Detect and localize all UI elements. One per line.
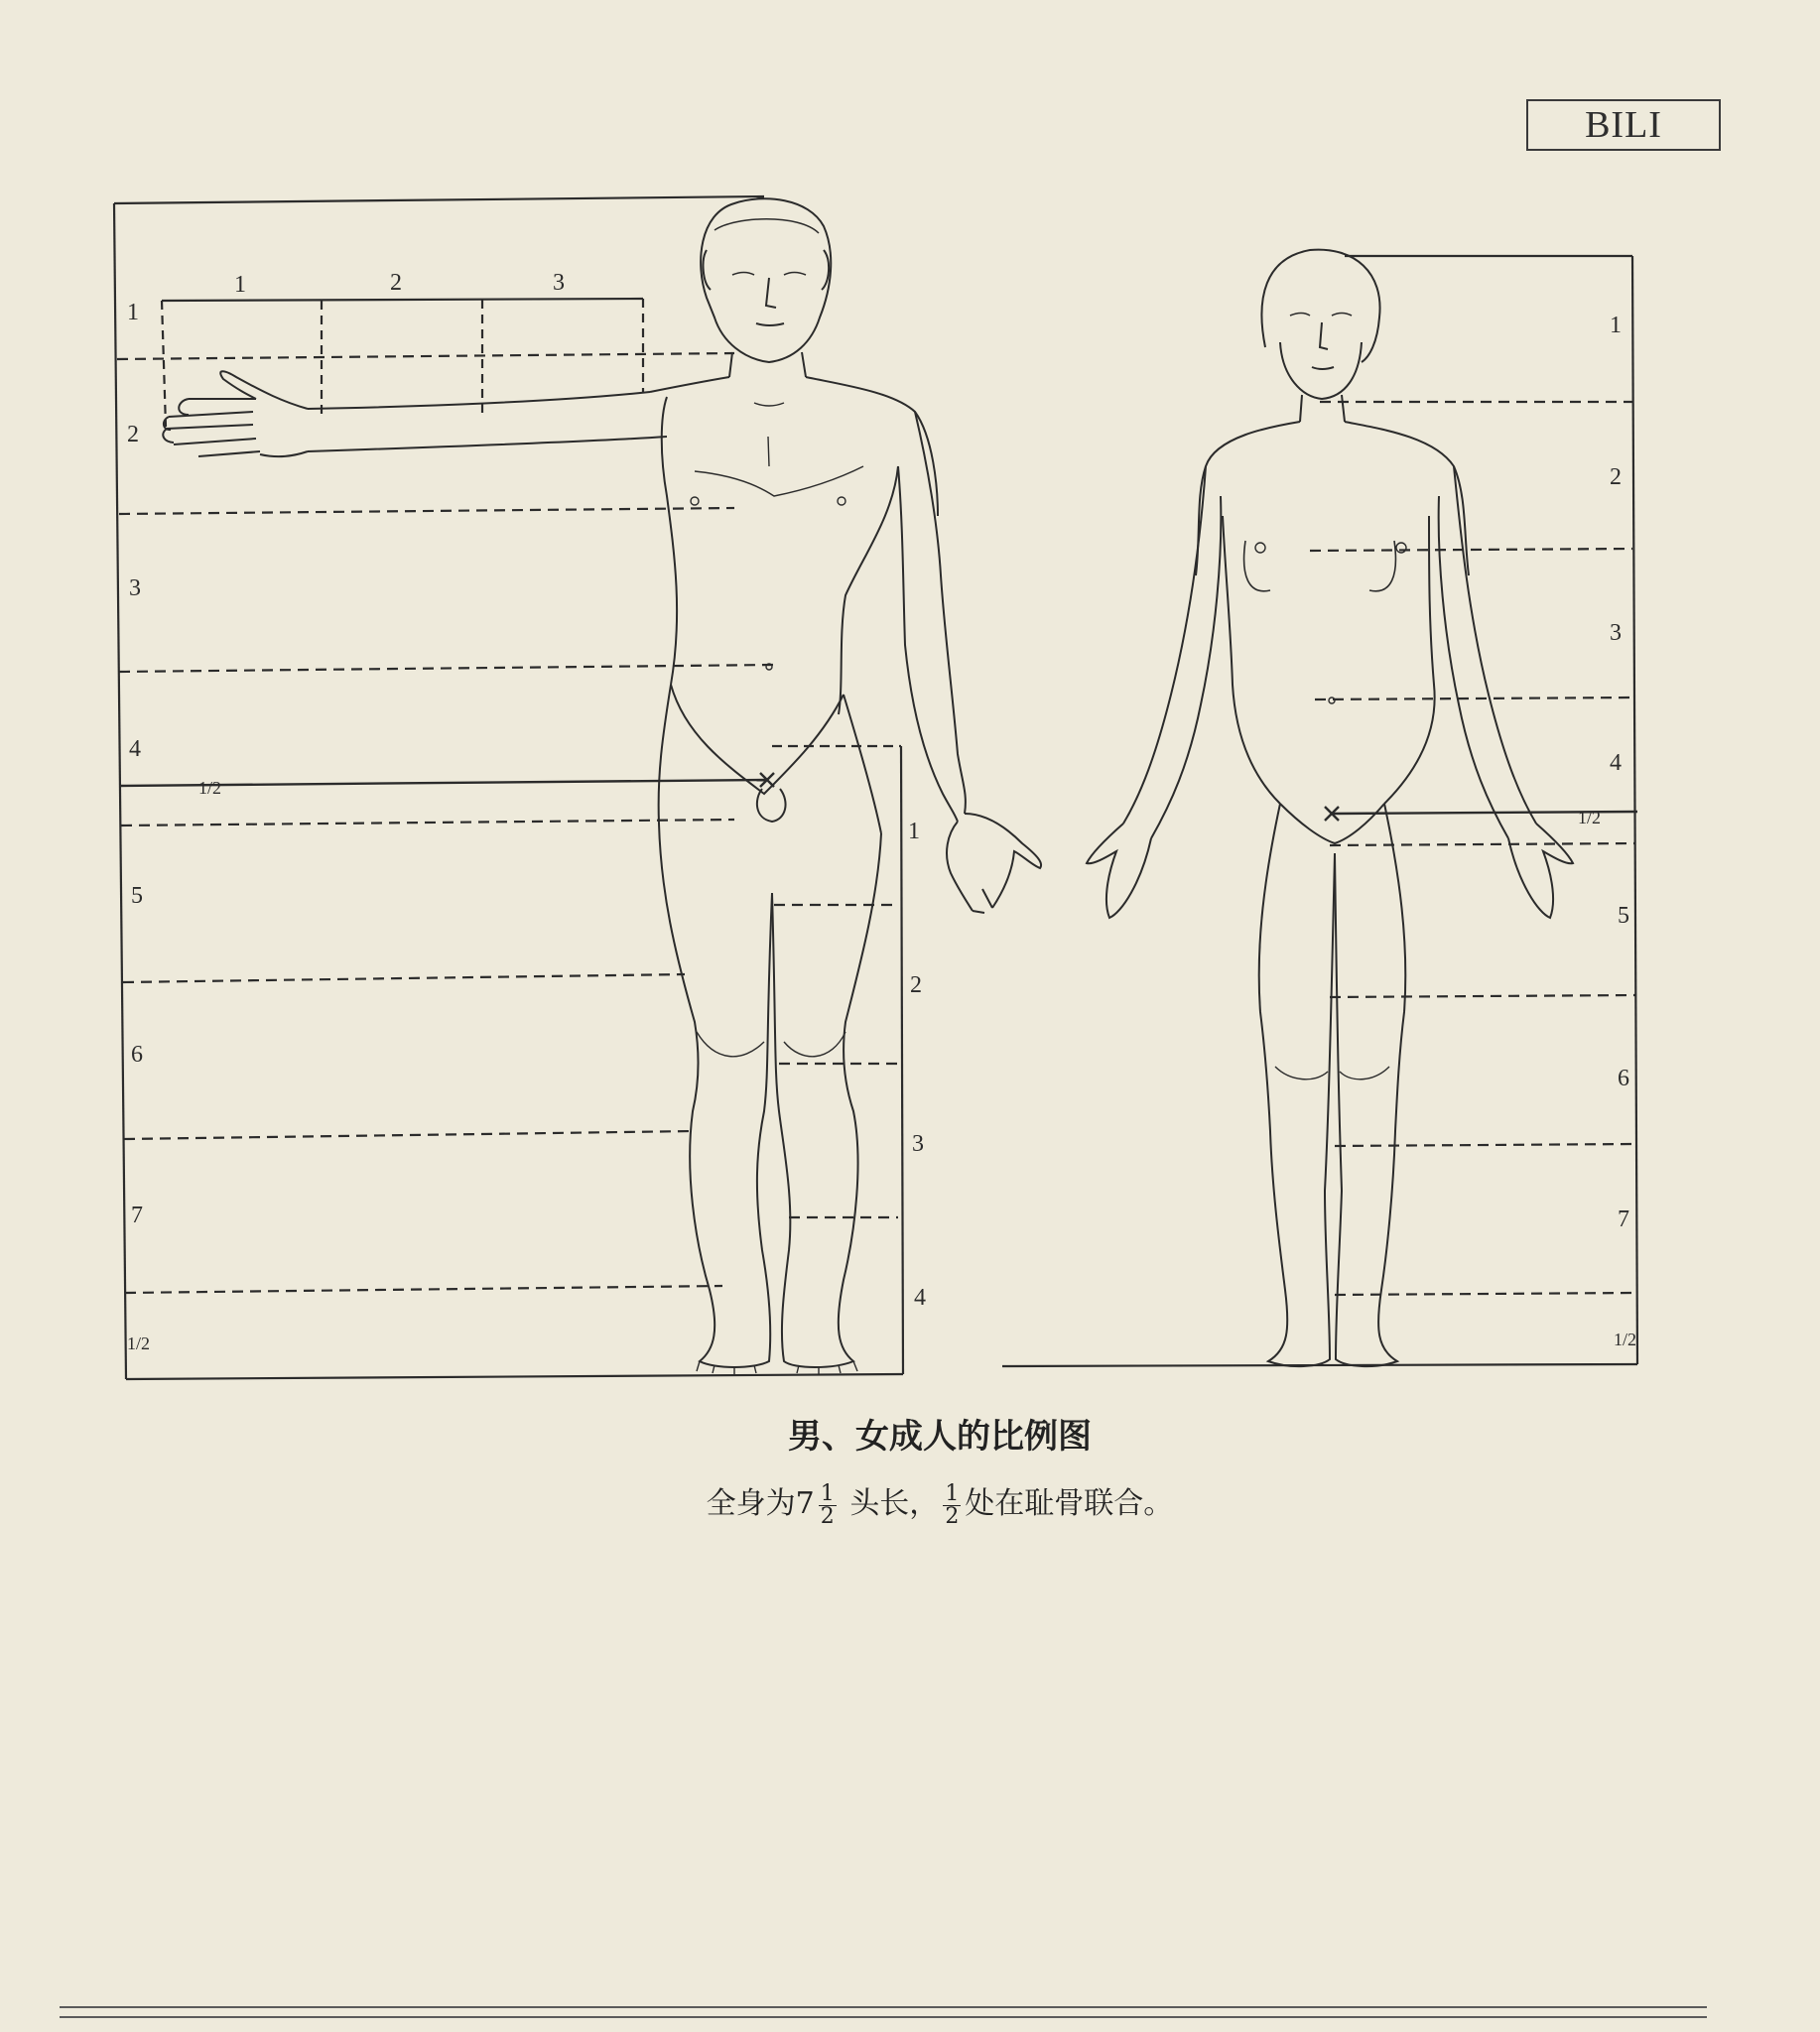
female-label-2: 2 bbox=[1610, 464, 1622, 490]
female-half-marker: 1/2 bbox=[1578, 808, 1602, 827]
female-label-1: 1 bbox=[1610, 313, 1622, 338]
leg-label-1: 1 bbox=[908, 819, 920, 844]
male-label-7: 7 bbox=[131, 1203, 143, 1228]
female-unit-lines bbox=[1310, 402, 1635, 1295]
female-label-half: 1/2 bbox=[1614, 1330, 1637, 1349]
fraction-numerator: 1 bbox=[820, 1480, 835, 1506]
female-label-3: 3 bbox=[1610, 620, 1622, 646]
fraction-half-1 bbox=[819, 1480, 837, 1529]
figure-title: 男、女成人的比例图 bbox=[788, 1417, 1092, 1457]
arm-label-3: 3 bbox=[553, 270, 565, 296]
male-label-6: 6 bbox=[131, 1042, 143, 1068]
male-label-2: 2 bbox=[127, 422, 139, 447]
female-figure bbox=[1087, 250, 1573, 1366]
male-half-marker: 1/2 bbox=[198, 778, 222, 798]
male-label-5: 5 bbox=[131, 883, 143, 909]
fraction-half-2 bbox=[943, 1480, 961, 1529]
description-middle: 头长， bbox=[849, 1486, 940, 1521]
male-arm-labels bbox=[234, 270, 565, 298]
leg-label-3: 3 bbox=[912, 1131, 924, 1157]
description-prefix: 全身为7 bbox=[706, 1486, 815, 1521]
male-leg-labels bbox=[908, 819, 926, 1311]
fraction-denominator: 2 bbox=[945, 1503, 960, 1529]
leg-label-4: 4 bbox=[914, 1285, 926, 1311]
bottom-rule-bottom bbox=[60, 2016, 1707, 2018]
arm-label-1: 1 bbox=[234, 272, 246, 298]
section-tag: BILI bbox=[1526, 99, 1721, 151]
male-figure bbox=[163, 198, 1041, 1375]
male-label-3: 3 bbox=[129, 575, 141, 601]
fraction-denominator: 2 bbox=[820, 1503, 835, 1529]
female-label-4: 4 bbox=[1610, 750, 1622, 776]
description-suffix: 处在耻骨联合。 bbox=[965, 1486, 1174, 1521]
fraction-numerator: 1 bbox=[945, 1480, 960, 1506]
male-label-4: 4 bbox=[129, 736, 141, 762]
figure-description bbox=[0, 1478, 1820, 1528]
male-label-1: 1 bbox=[127, 300, 139, 325]
leg-label-2: 2 bbox=[910, 972, 922, 998]
male-label-half: 1/2 bbox=[127, 1334, 151, 1353]
bottom-rule-top bbox=[60, 2006, 1707, 2008]
female-label-5: 5 bbox=[1618, 903, 1629, 929]
arm-label-2: 2 bbox=[390, 270, 402, 296]
female-label-7: 7 bbox=[1618, 1206, 1629, 1232]
female-label-6: 6 bbox=[1618, 1066, 1629, 1091]
